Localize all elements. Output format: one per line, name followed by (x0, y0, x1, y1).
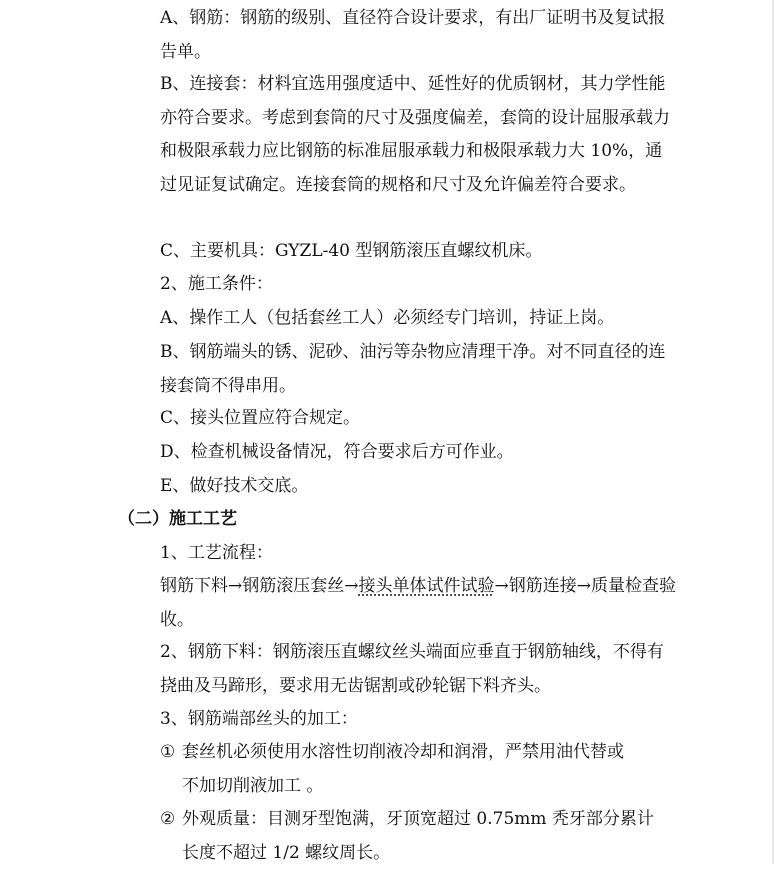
list-item-text-line2: 长度不超过 1/2 螺纹周长。 (160, 837, 676, 870)
process-flow-test: 接头单体试件试验 (359, 576, 495, 596)
section-heading: （二）施工工艺 (118, 503, 634, 537)
process-flow-start: 钢筋下料→钢筋滚压套丝→ (160, 576, 359, 596)
paragraph-threading-title: 3、钢筋端部丝头的加工： (160, 703, 676, 737)
list-item-text-line1: 外观质量：目测牙型饱满，牙顶宽超过 0.75mm 秃牙部分累计 (182, 809, 654, 829)
list-item-coolant (160, 736, 676, 803)
list-marker: ① (160, 736, 182, 770)
paragraph-rebar: A、钢筋：钢筋的级别、直径符合设计要求，有出厂证明书及复试报告单。 (160, 2, 676, 69)
list-item-appearance (160, 803, 676, 870)
paragraph-operators: A、操作工人（包括套丝工人）必须经专门培训，持证上岗。 (160, 302, 676, 336)
paragraph-machinery: C、主要机具：GYZL-40 型钢筋滚压直螺纹机床。 (160, 235, 676, 269)
paragraph-rebar-ends: B、钢筋端头的锈、泥砂、油污等杂物应清理干净。对不同直径的连接套筒不得串用。 (160, 336, 676, 403)
paragraph-tech-briefing: E、做好技术交底。 (160, 470, 676, 504)
paragraph-process-flow-title: 1、工艺流程： (160, 537, 676, 571)
paragraph-cutting: 2、钢筋下料：钢筋滚压直螺纹丝头端面应垂直于钢筋轴线，不得有挠曲及马蹄形，要求用无齿锯割或砂轮锯下料齐头。 (160, 636, 676, 703)
list-marker: ② (160, 803, 182, 837)
paragraph-joint-position: C、接头位置应符合规定。 (160, 402, 676, 436)
list-item-text-line2: 不加切削液加工 。 (160, 770, 676, 804)
list-item-text-line1: 套丝机必须使用水溶性切削液冷却和润滑，严禁用油代替或 (182, 742, 624, 762)
paragraph-equipment-check: D、检查机械设备情况，符合要求后方可作业。 (160, 436, 676, 470)
paragraph-process-flow (160, 570, 676, 637)
process-flow-end: →钢筋连接→质量检查验收。 (160, 576, 676, 630)
paragraph-coupler: B、连接套：材料宜选用强度适中、延性好的优质钢材，其力学性能亦符合要求。考虑到套筒的尺寸及强度偏差，套筒的设计屈服承载力和极限承载力应比钢筋的标准屈服承载力和极限承载力大 10%，通过见证复试确定。连接套筒的规格和尺寸及允许偏差符合要求。 (160, 68, 676, 202)
paragraph-conditions-title: 2、施工条件： (160, 268, 676, 302)
